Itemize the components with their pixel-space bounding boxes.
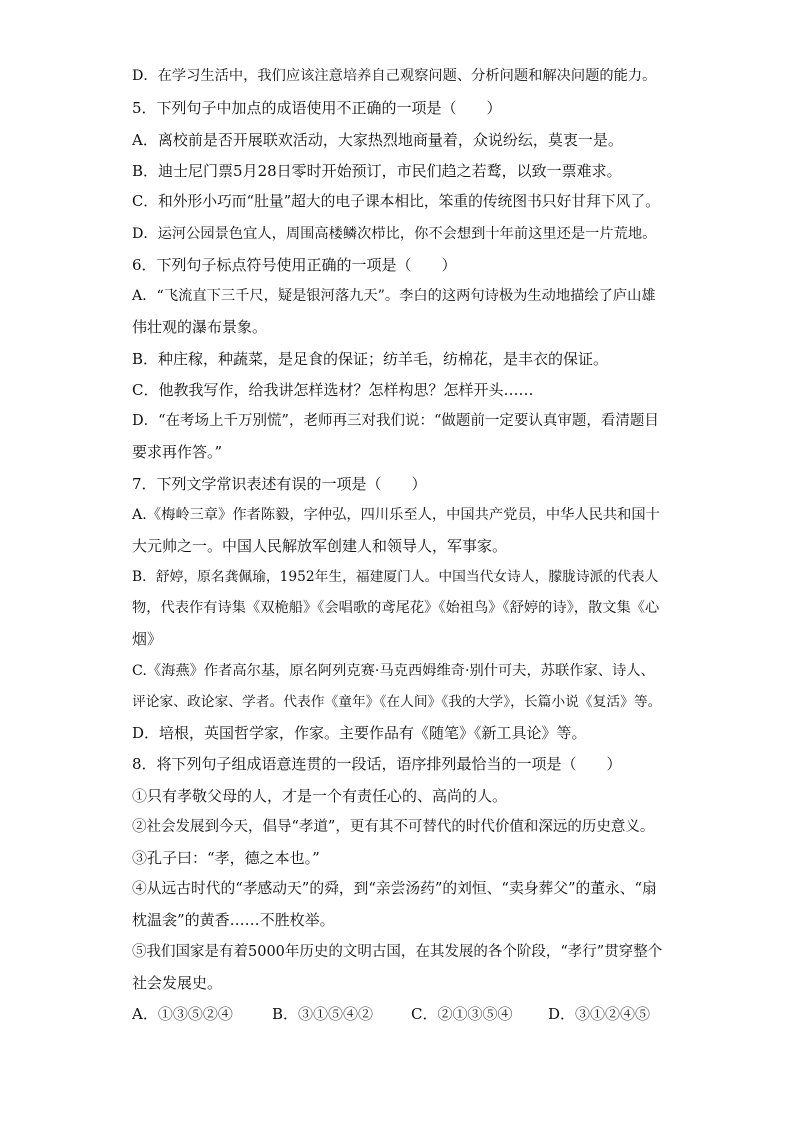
q6-stem: 6．下列句子标点符号使用正确的一项是（ ） — [132, 256, 457, 274]
q8-option-c: C．②①③⑤④ — [411, 1005, 513, 1023]
q8-option-d: D．③①②④⑤ — [548, 1005, 651, 1023]
q6-option-b: B．种庄稼，种蔬菜，是足食的保证；纺羊毛，纺棉花，是丰衣的保证。 — [132, 350, 609, 368]
q8-sentence-4-line1: ④从远古时代的“孝感动天”的舜，到“亲尝汤药”的刘恒、“卖身葬父”的董永、“扇 — [132, 880, 657, 897]
q8-sentence-1: ①只有孝敬父母的人，才是一个有责任心的、高尚的人。 — [132, 787, 508, 805]
q5-option-d: D．运河公园景色宜人，周围高楼鳞次栉比，你不会想到十年前这里还是一片荒地。 — [132, 226, 657, 242]
q7-option-a-line2: 大元帅之一。中国人民解放军创建人和领导人，军事家。 — [132, 537, 508, 555]
q7-option-c-line1: C.《海燕》作者高尔基，原名阿列克赛·马克西姆维奇·别什可夫，苏联作家、诗人、 — [132, 663, 655, 679]
q7-option-d: D．培根，英国哲学家，作家。主要作品有《随笔》《新工具论》等。 — [132, 724, 587, 742]
q5-option-b: B．迪士尼门票5月28日零时开始预订，市民们趋之若鹜，以致一票难求。 — [132, 162, 622, 180]
q8-sentence-4-line2: 枕温衾”的黄香……不胜枚举。 — [132, 911, 335, 929]
q8-options — [132, 1004, 650, 1024]
q8-sentence-3: ③孔子曰：“孝，德之本也。” — [132, 849, 320, 867]
q7-stem: 7．下列文学常识表述有误的一项是（ ） — [132, 475, 427, 493]
q7-option-b-line2: 物，代表作有诗集《双桅船》《会唱歌的鸢尾花》《始祖鸟》《舒婷的诗》，散文集《心 — [132, 600, 660, 616]
q8-stem: 8．将下列句子组成语意连贯的一段话，语序排列最恰当的一项是（ ） — [132, 755, 622, 773]
q5-option-a: A．离校前是否开展联欢活动，大家热烈地商量着，众说纷纭，莫衷一是。 — [132, 131, 623, 149]
q5-option-c: C．和外形小巧而“肚量”超大的电子课本相比，笨重的传统图书只好甘拜下风了。 — [132, 193, 660, 210]
q6-option-c: C．他教我写作，给我讲怎样选材？怎样构思？怎样开头…… — [132, 381, 534, 399]
q6-option-a-line2: 伟壮观的瀑布景象。 — [132, 318, 268, 336]
q4-option-d: D．在学习生活中，我们应该注意培养自己观察问题、分析问题和解决问题的能力。 — [132, 68, 657, 84]
q8-option-a: A．①③⑤②④ — [132, 1005, 233, 1023]
q8-sentence-5-line2: 社会发展史。 — [132, 974, 223, 992]
q8-sentence-5-line1: ⑤我们国家是有着5000年历史的文明古国，在其发展的各个阶段，“孝行”贯穿整个 — [132, 944, 663, 960]
q6-option-d-line2: 要求再作答。” — [132, 443, 223, 461]
q8-sentence-2: ②社会发展到今天，倡导“孝道”，更有其不可替代的时代价值和深远的历史意义。 — [132, 819, 655, 835]
q6-option-a-line1: A．“飞流直下三千尺，疑是银河落九天”。李白的这两句诗极为生动地描绘了庐山雄 — [132, 288, 656, 304]
q8-option-b: B．③①⑤④② — [272, 1005, 374, 1023]
q7-option-c-line2: 评论家、政论家、学者。代表作《童年》《在人间》《我的大学》，长篇小说《复活》等。 — [132, 694, 662, 710]
q7-option-b-line3: 烟》 — [132, 630, 163, 648]
q5-stem: 5．下列句子中加点的成语使用不正确的一项是（ ） — [132, 99, 502, 117]
q6-option-d-line1: D．“在考场上千万别慌”，老师再三对我们说：“做题前一定要认真审题，看清题目 — [132, 413, 659, 429]
q7-option-b-line1: B．舒婷，原名龚佩瑜，1952年生，福建厦门人。中国当代女诗人，朦胧诗派的代表人 — [132, 569, 659, 585]
q7-option-a-line1: A.《梅岭三章》作者陈毅，字仲弘，四川乐至人，中国共产党员，中华人民共和国十 — [132, 507, 660, 523]
